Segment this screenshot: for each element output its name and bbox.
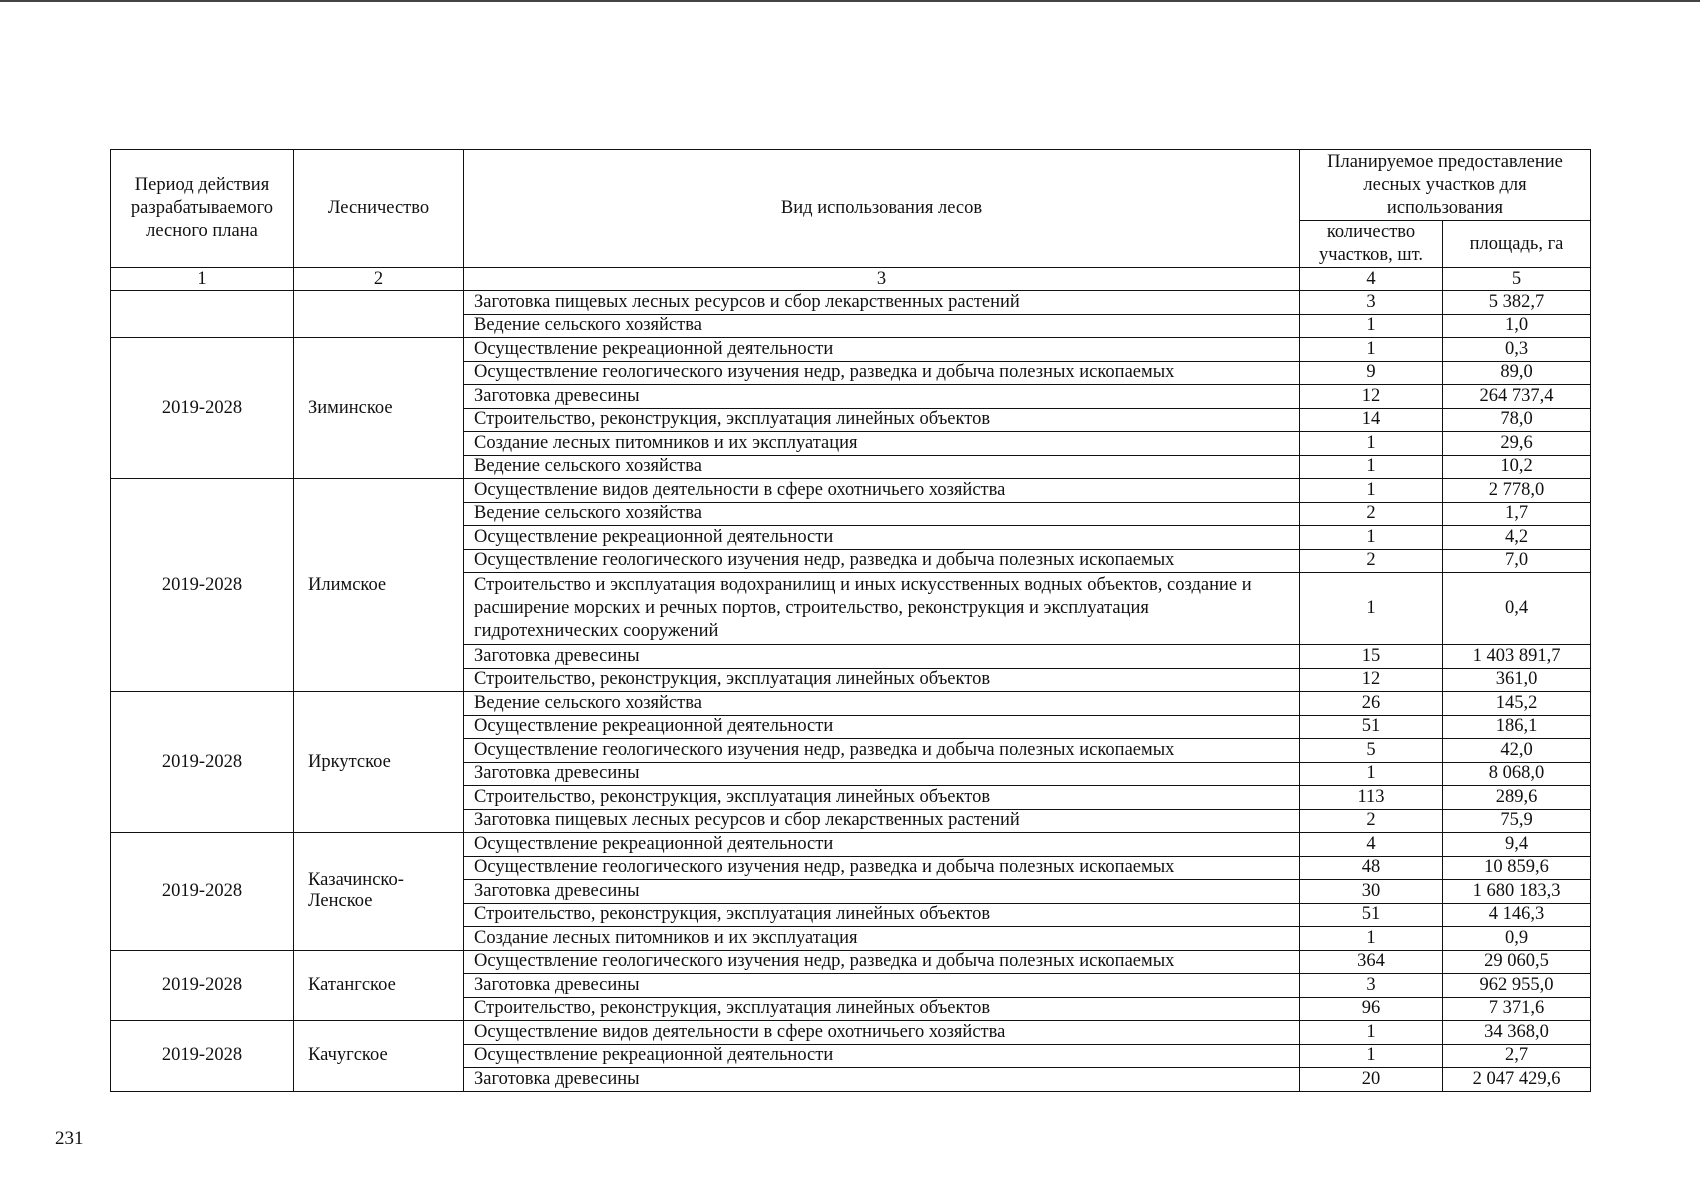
area-cell: 361,0 — [1443, 668, 1591, 692]
count-cell: 30 — [1300, 880, 1443, 904]
usage-cell: Заготовка древесины — [464, 645, 1300, 669]
area-cell: 962 955,0 — [1443, 974, 1591, 998]
area-cell: 0,4 — [1443, 573, 1591, 645]
area-cell: 9,4 — [1443, 833, 1591, 857]
table-row — [111, 950, 1591, 974]
usage-cell: Осуществление видов деятельности в сфере охотничьего хозяйства — [464, 1021, 1300, 1045]
count-cell: 2 — [1300, 809, 1443, 833]
usage-cell: Создание лесных питомников и их эксплуатация — [464, 432, 1300, 456]
count-cell: 364 — [1300, 950, 1443, 974]
period-cell — [111, 291, 294, 338]
count-cell: 2 — [1300, 549, 1443, 573]
forestry-cell: Качугское — [294, 1021, 464, 1092]
count-cell: 12 — [1300, 385, 1443, 409]
header-period: Период действия разрабатываемого лесного плана — [111, 150, 294, 268]
column-number: 3 — [464, 268, 1300, 291]
area-cell: 78,0 — [1443, 408, 1591, 432]
column-number: 2 — [294, 268, 464, 291]
count-cell: 1 — [1300, 432, 1443, 456]
column-number: 5 — [1443, 268, 1591, 291]
count-cell: 15 — [1300, 645, 1443, 669]
area-cell: 34 368,0 — [1443, 1021, 1591, 1045]
area-cell: 264 737,4 — [1443, 385, 1591, 409]
count-cell: 1 — [1300, 1021, 1443, 1045]
area-cell: 8 068,0 — [1443, 762, 1591, 786]
forestry-cell: Зиминское — [294, 338, 464, 479]
area-cell: 0,3 — [1443, 338, 1591, 362]
forest-plan-table — [110, 149, 1591, 1092]
column-numbers-row — [111, 268, 1591, 291]
count-cell: 1 — [1300, 762, 1443, 786]
usage-cell: Осуществление геологического изучения недр, разведка и добыча полезных ископаемых — [464, 549, 1300, 573]
count-cell: 20 — [1300, 1068, 1443, 1092]
count-cell: 1 — [1300, 455, 1443, 479]
usage-cell: Осуществление геологического изучения недр, разведка и добыча полезных ископаемых — [464, 739, 1300, 763]
table-row — [111, 338, 1591, 362]
usage-cell: Осуществление рекреационной деятельности — [464, 715, 1300, 739]
area-cell: 0,9 — [1443, 927, 1591, 951]
area-cell: 1,7 — [1443, 502, 1591, 526]
usage-cell: Строительство, реконструкция, эксплуатация линейных объектов — [464, 668, 1300, 692]
usage-cell: Строительство и эксплуатация водохранилищ и иных искусственных водных объектов, создание и расширение морских и речных портов, строительство, реконструкция и эксплуатация гидротехнических сооружений — [464, 573, 1300, 645]
area-cell: 29,6 — [1443, 432, 1591, 456]
usage-cell: Осуществление геологического изучения недр, разведка и добыча полезных ископаемых — [464, 856, 1300, 880]
count-cell: 2 — [1300, 502, 1443, 526]
period-cell: 2019-2028 — [111, 479, 294, 692]
count-cell: 1 — [1300, 338, 1443, 362]
forestry-cell — [294, 291, 464, 338]
usage-cell: Заготовка древесины — [464, 880, 1300, 904]
usage-cell: Заготовка древесины — [464, 762, 1300, 786]
area-cell: 2,7 — [1443, 1044, 1591, 1068]
area-cell: 4,2 — [1443, 526, 1591, 550]
usage-cell: Строительство, реконструкция, эксплуатация линейных объектов — [464, 408, 1300, 432]
count-cell: 1 — [1300, 1044, 1443, 1068]
usage-cell: Осуществление рекреационной деятельности — [464, 338, 1300, 362]
area-cell: 10 859,6 — [1443, 856, 1591, 880]
table-header — [111, 150, 1591, 291]
area-cell: 7 371,6 — [1443, 997, 1591, 1021]
period-cell: 2019-2028 — [111, 1021, 294, 1092]
header-forestry: Лесничество — [294, 150, 464, 268]
area-cell: 1,0 — [1443, 314, 1591, 338]
area-cell: 75,9 — [1443, 809, 1591, 833]
forestry-cell: Илимское — [294, 479, 464, 692]
usage-cell: Заготовка древесины — [464, 974, 1300, 998]
page-number: 231 — [55, 1128, 84, 1149]
area-cell: 145,2 — [1443, 692, 1591, 716]
count-cell: 5 — [1300, 739, 1443, 763]
usage-cell: Заготовка древесины — [464, 385, 1300, 409]
period-cell: 2019-2028 — [111, 833, 294, 951]
count-cell: 96 — [1300, 997, 1443, 1021]
count-cell: 51 — [1300, 903, 1443, 927]
count-cell: 1 — [1300, 314, 1443, 338]
column-number: 1 — [111, 268, 294, 291]
area-cell: 289,6 — [1443, 786, 1591, 810]
table-body — [111, 291, 1591, 1092]
area-cell: 4 146,3 — [1443, 903, 1591, 927]
count-cell: 3 — [1300, 974, 1443, 998]
period-cell: 2019-2028 — [111, 950, 294, 1021]
count-cell: 26 — [1300, 692, 1443, 716]
area-cell: 10,2 — [1443, 455, 1591, 479]
table-row — [111, 692, 1591, 716]
usage-cell: Заготовка пищевых лесных ресурсов и сбор лекарственных растений — [464, 291, 1300, 315]
scan-top-edge — [0, 0, 1700, 2]
count-cell: 1 — [1300, 927, 1443, 951]
area-cell: 29 060,5 — [1443, 950, 1591, 974]
header-planned: Планируемое предоставление лесных участков для использования — [1300, 150, 1591, 221]
area-cell: 5 382,7 — [1443, 291, 1591, 315]
period-cell: 2019-2028 — [111, 692, 294, 833]
usage-cell: Строительство, реконструкция, эксплуатация линейных объектов — [464, 903, 1300, 927]
count-cell: 12 — [1300, 668, 1443, 692]
count-cell: 113 — [1300, 786, 1443, 810]
table-row — [111, 479, 1591, 503]
usage-cell: Ведение сельского хозяйства — [464, 314, 1300, 338]
count-cell: 51 — [1300, 715, 1443, 739]
count-cell: 9 — [1300, 361, 1443, 385]
forestry-cell: Катангское — [294, 950, 464, 1021]
count-cell: 48 — [1300, 856, 1443, 880]
header-area: площадь, га — [1443, 221, 1591, 268]
count-cell: 14 — [1300, 408, 1443, 432]
usage-cell: Ведение сельского хозяйства — [464, 692, 1300, 716]
area-cell: 2 047 429,6 — [1443, 1068, 1591, 1092]
area-cell: 7,0 — [1443, 549, 1591, 573]
count-cell: 1 — [1300, 573, 1443, 645]
usage-cell: Заготовка пищевых лесных ресурсов и сбор лекарственных растений — [464, 809, 1300, 833]
count-cell: 1 — [1300, 526, 1443, 550]
area-cell: 89,0 — [1443, 361, 1591, 385]
usage-cell: Осуществление геологического изучения недр, разведка и добыча полезных ископаемых — [464, 361, 1300, 385]
count-cell: 3 — [1300, 291, 1443, 315]
forestry-cell: Иркутское — [294, 692, 464, 833]
count-cell: 1 — [1300, 479, 1443, 503]
header-count: количество участков, шт. — [1300, 221, 1443, 268]
usage-cell: Ведение сельского хозяйства — [464, 502, 1300, 526]
table-row — [111, 833, 1591, 857]
usage-cell: Осуществление рекреационной деятельности — [464, 1044, 1300, 1068]
usage-cell: Создание лесных питомников и их эксплуатация — [464, 927, 1300, 951]
usage-cell: Заготовка древесины — [464, 1068, 1300, 1092]
usage-cell: Осуществление рекреационной деятельности — [464, 526, 1300, 550]
area-cell: 1 403 891,7 — [1443, 645, 1591, 669]
table-row — [111, 291, 1591, 315]
area-cell: 1 680 183,3 — [1443, 880, 1591, 904]
area-cell: 186,1 — [1443, 715, 1591, 739]
area-cell: 2 778,0 — [1443, 479, 1591, 503]
usage-cell: Осуществление видов деятельности в сфере охотничьего хозяйства — [464, 479, 1300, 503]
usage-cell: Осуществление рекреационной деятельности — [464, 833, 1300, 857]
usage-cell: Ведение сельского хозяйства — [464, 455, 1300, 479]
header-usage: Вид использования лесов — [464, 150, 1300, 268]
usage-cell: Осуществление геологического изучения недр, разведка и добыча полезных ископаемых — [464, 950, 1300, 974]
usage-cell: Строительство, реконструкция, эксплуатация линейных объектов — [464, 786, 1300, 810]
forestry-cell: Казачинско-Ленское — [294, 833, 464, 951]
usage-cell: Строительство, реконструкция, эксплуатация линейных объектов — [464, 997, 1300, 1021]
period-cell: 2019-2028 — [111, 338, 294, 479]
table-row — [111, 1021, 1591, 1045]
count-cell: 4 — [1300, 833, 1443, 857]
column-number: 4 — [1300, 268, 1443, 291]
area-cell: 42,0 — [1443, 739, 1591, 763]
